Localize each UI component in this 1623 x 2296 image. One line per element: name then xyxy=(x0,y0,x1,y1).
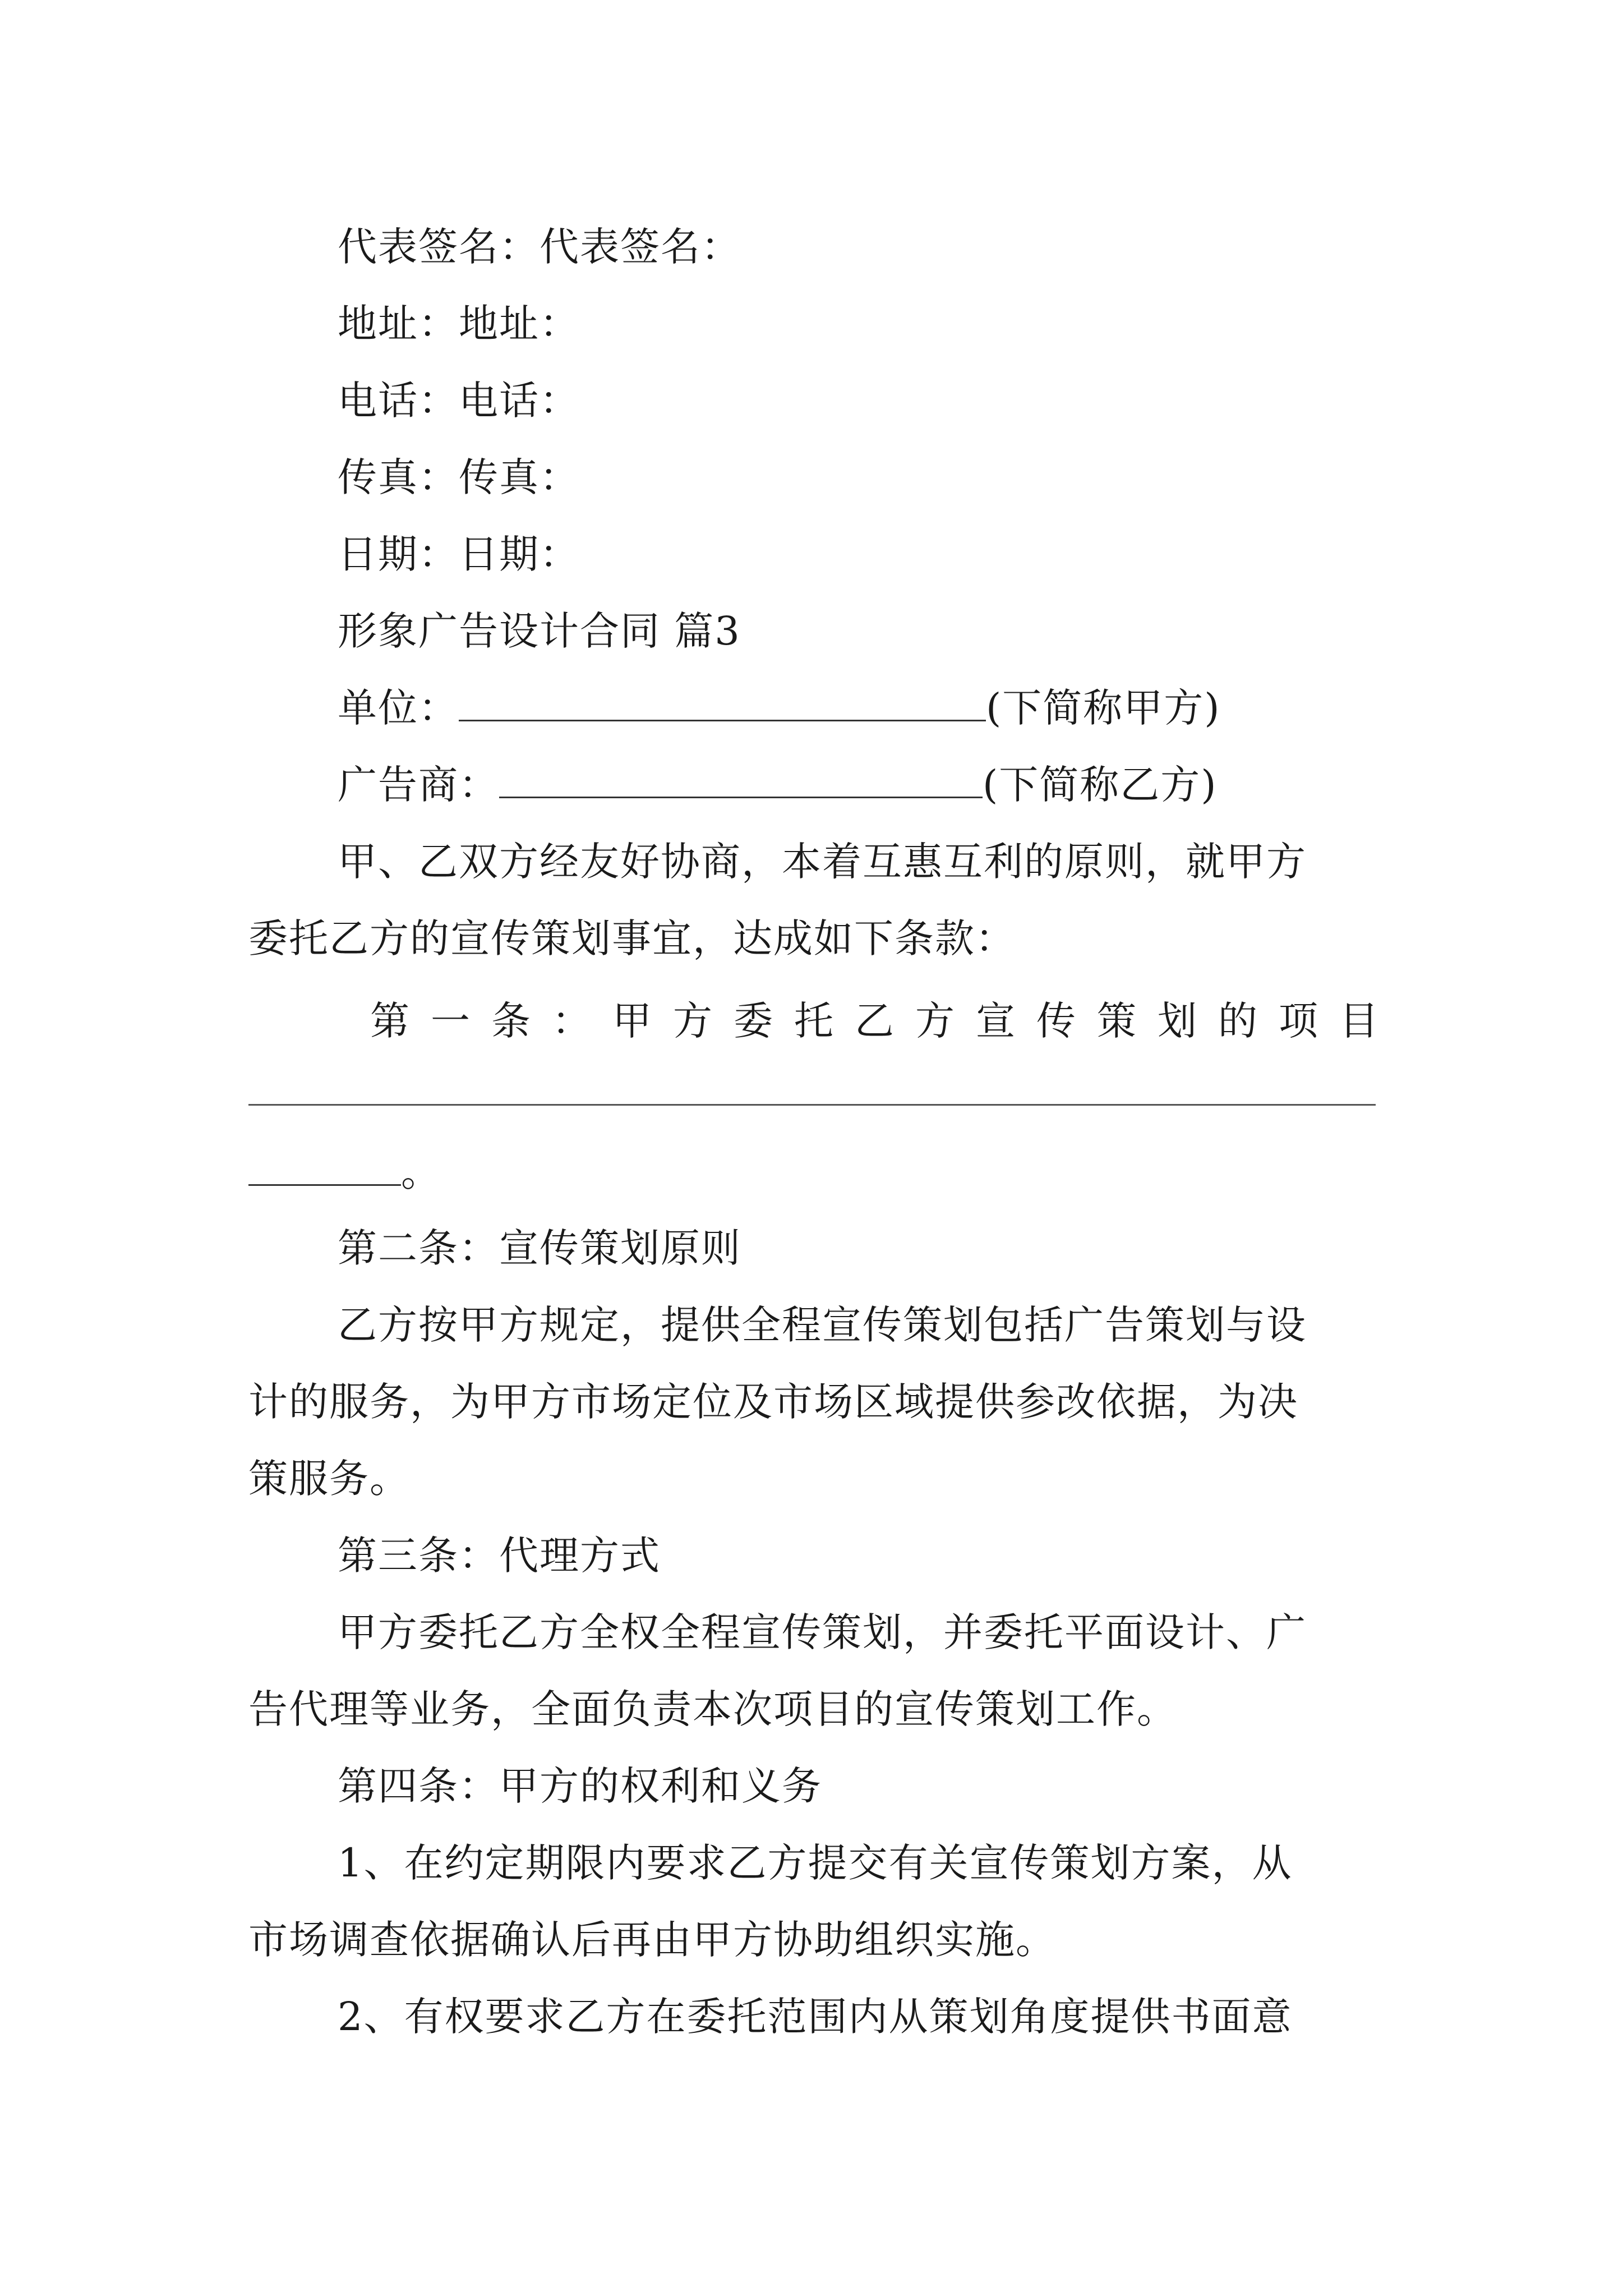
party-a-label: 单位： xyxy=(338,685,459,731)
party-b-line xyxy=(338,757,1218,813)
article-3-heading: 第三条：代理方式 xyxy=(338,1533,661,1579)
article-1-end-line xyxy=(248,1144,441,1200)
article-4-item-1-line-2: 市场调查依据确认后再由甲方协助组织实施。 xyxy=(248,1917,1056,1963)
article-1-short-blank xyxy=(248,1151,401,1186)
party-b-blank xyxy=(499,763,983,798)
address-line: 地址：地址： xyxy=(338,301,580,347)
party-b-label: 广告商： xyxy=(338,762,499,808)
article-4-item-1-line-1: 1、在约定期限内要求乙方提交有关宣传策划方案，从 xyxy=(338,1840,1293,1886)
signature-line: 代表签名：代表签名： xyxy=(338,224,741,270)
party-a-line xyxy=(338,680,1221,736)
article-2-text-line-3: 策服务。 xyxy=(248,1456,410,1502)
article-1-blank-rule xyxy=(248,1104,1376,1106)
article-1-heading: 第一条：甲方委托乙方宣传策划的项目 xyxy=(370,998,1400,1044)
party-a-suffix: (下简称甲方) xyxy=(986,685,1221,731)
intro-paragraph-line-2: 委托乙方的宣传策划事宜，达成如下条款： xyxy=(248,915,1016,961)
party-a-blank xyxy=(459,686,986,721)
article-3-text-line-2: 告代理等业务，全面负责本次项目的宣传策划工作。 xyxy=(248,1686,1177,1732)
date-line: 日期：日期： xyxy=(338,531,580,577)
article-2-text-line-2: 计的服务，为甲方市场定位及市场区域提供参改依据，为决 xyxy=(248,1379,1298,1425)
party-b-suffix: (下简称乙方) xyxy=(983,762,1218,808)
article-2-text-line-1: 乙方按甲方规定，提供全程宣传策划包括广告策划与设 xyxy=(338,1302,1307,1348)
section-title: 形象广告设计合同 篇3 xyxy=(338,608,741,654)
article-4-item-2-line-1: 2、有权要求乙方在委托范围内从策划角度提供书面意 xyxy=(338,1994,1293,2040)
article-2-heading: 第二条：宣传策划原则 xyxy=(338,1225,741,1271)
article-3-text-line-1: 甲方委托乙方全权全程宣传策划，并委托平面设计、广 xyxy=(338,1609,1307,1655)
phone-line: 电话：电话： xyxy=(338,378,580,424)
article-4-heading: 第四条：甲方的权利和义务 xyxy=(338,1763,822,1809)
intro-paragraph-line-1: 甲、乙双方经友好协商，本着互惠互利的原则，就甲方 xyxy=(338,839,1307,885)
article-1-period: 。 xyxy=(401,1149,441,1195)
fax-line: 传真：传真： xyxy=(338,454,580,500)
